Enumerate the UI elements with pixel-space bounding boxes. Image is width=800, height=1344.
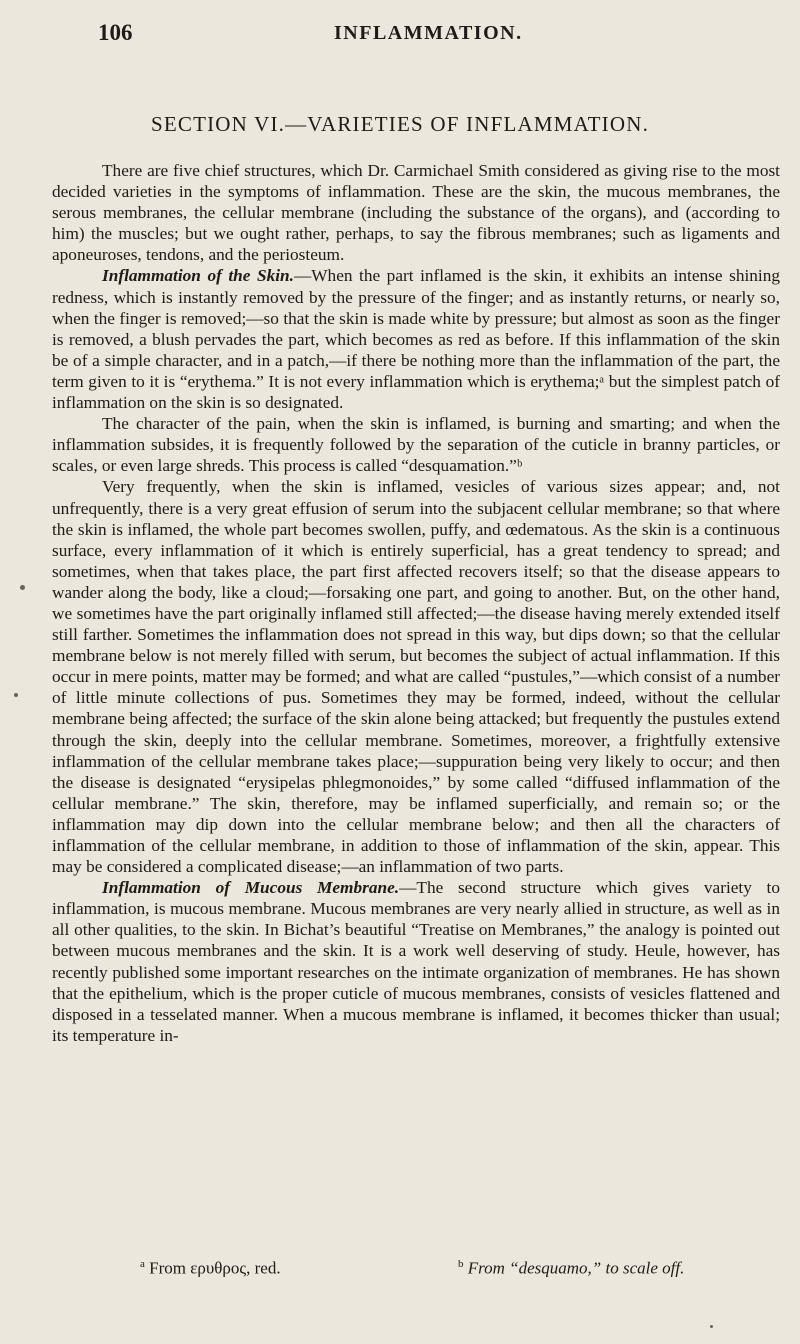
footnote-b (458, 1258, 684, 1279)
footnote-text: From “desquamo,” to scale off. (467, 1258, 685, 1278)
paragraph (52, 413, 780, 476)
paragraph-text: —The second structure which gives variety to inflammation, is mucous membrane. Mucous membranes are very nearly allied in structure, as well as in all other qualities, to the skin. In Bichat’s beautiful “Treatise on Membranes,” the analogy is pointed out between mucous membranes and the skin. It is a work well deserving of study. Heule, however, has recently published some important researches on the intimate organization of membranes. He has shown that the epithelium, which is the proper cuticle of mucous membranes, consists of vesicles flattened and disposed in a tesselated manner. When a mucous membrane is inflamed, it becomes thicker than usual; its temperature in- (52, 878, 780, 1045)
footnote-marker: b (458, 1258, 464, 1270)
running-header (98, 20, 760, 50)
paragraph-text: —When the part inflamed is the skin, it exhibits an intense shining redness, which is instantly removed by the pressure of the finger; and as instantly returns, or nearly so, when the finger is removed;—so that the skin is made white by pressure; but almost as soon as the finger is removed, a blush pervades the part, which becomes as red as before. If this inflammation of the skin be of a simple character, and in a patch,—if there be nothing more than the inflammation of the part, the term given to it is “erythema.” It is not every inflammation which is erythema;ᵃ but the simplest patch of inflammation on the skin is so designated. (52, 266, 780, 413)
paragraph-text: Very frequently, when the skin is inflamed, vesicles of various sizes appear; and, not unfrequently, there is a very great effusion of serum into the subjacent cellular membrane; so that where the skin is inflamed, the whole part becomes swollen, puffy, and œdematous. As the skin is a continuous surface, every inflammation of it which is entirely superficial, has a great tendency to spread; and sometimes, when that takes place, the part first affected recovers itself; so that the disease appears to wander along the body, like a cloud;—forsaking one part, and going to another. But, on the other hand, we sometimes have the part originally inflamed still affected;—the disease having merely extended itself still farther. Sometimes the inflammation does not spread in this way, but dips down; so that the cellular membrane below is not merely filled with serum, but becomes the subject of actual inflammation. If this occur in mere points, matter may be formed; and what are called “pustules,”—which consist of a number of little minute collections of pus. Sometimes they may be formed, indeed, without the cellular membrane being affected; the surface of the skin alone being attacked; but frequently the pustules extend through the skin, deeply into the cellular membrane. Sometimes, moreover, a frightfully extensive inflammation of the cellular membrane takes place;—suppuration being very likely to occur; and then the disease is designated “erysipelas phlegmonoides,” by some called “diffused inflammation of the cellular membrane.” The skin, therefore, may be inflamed superficially, and remain so; or the inflammation may dip down into the cellular membrane below; and then all the characters of inflammation of the cellular membrane, in addition to those of inflammation of the skin, appear. This may be considered a complicated disease;—an inflammation of two parts. (52, 477, 780, 877)
body-text (52, 160, 780, 1046)
paper-speck (20, 585, 25, 590)
running-title: INFLAMMATION. (334, 22, 523, 44)
footnote-a (140, 1258, 281, 1279)
paper-speck (710, 1325, 713, 1328)
section-heading: SECTION VI.—VARIETIES OF INFLAMMATION. (150, 112, 650, 136)
paper-speck (14, 693, 18, 697)
footnote-text: From ερυθρος, red. (149, 1258, 281, 1278)
paragraph-text: The character of the pain, when the skin is inflamed, is burning and smarting; and when the inflammation subsides, it is frequently followed by the separation of the cuticle in branny particles, or scales, or even large shreds. This process is called “desquamation.”ᵇ (52, 414, 780, 476)
paragraph-lead: Inflammation of the Skin. (102, 266, 294, 286)
paragraph (52, 265, 780, 413)
paragraph (52, 476, 780, 877)
page-number: 106 (98, 20, 133, 45)
paragraph (52, 877, 780, 1046)
paragraph-lead: Inflammation of Mucous Membrane. (102, 878, 400, 898)
footnote-marker: a (140, 1258, 145, 1270)
paragraph (52, 160, 780, 265)
paragraph-text: There are five chief structures, which Dr. Carmichael Smith considered as giving rise to the most decided varieties in the symptoms of inflammation. These are the skin, the mucous membranes, the serous membranes, the cellular membrane (including the substance of the organs), and (according to him) the muscles; but we ought rather, perhaps, to say the fibrous membranes; such as ligaments and aponeuroses, tendons, and the periosteum. (52, 161, 780, 265)
